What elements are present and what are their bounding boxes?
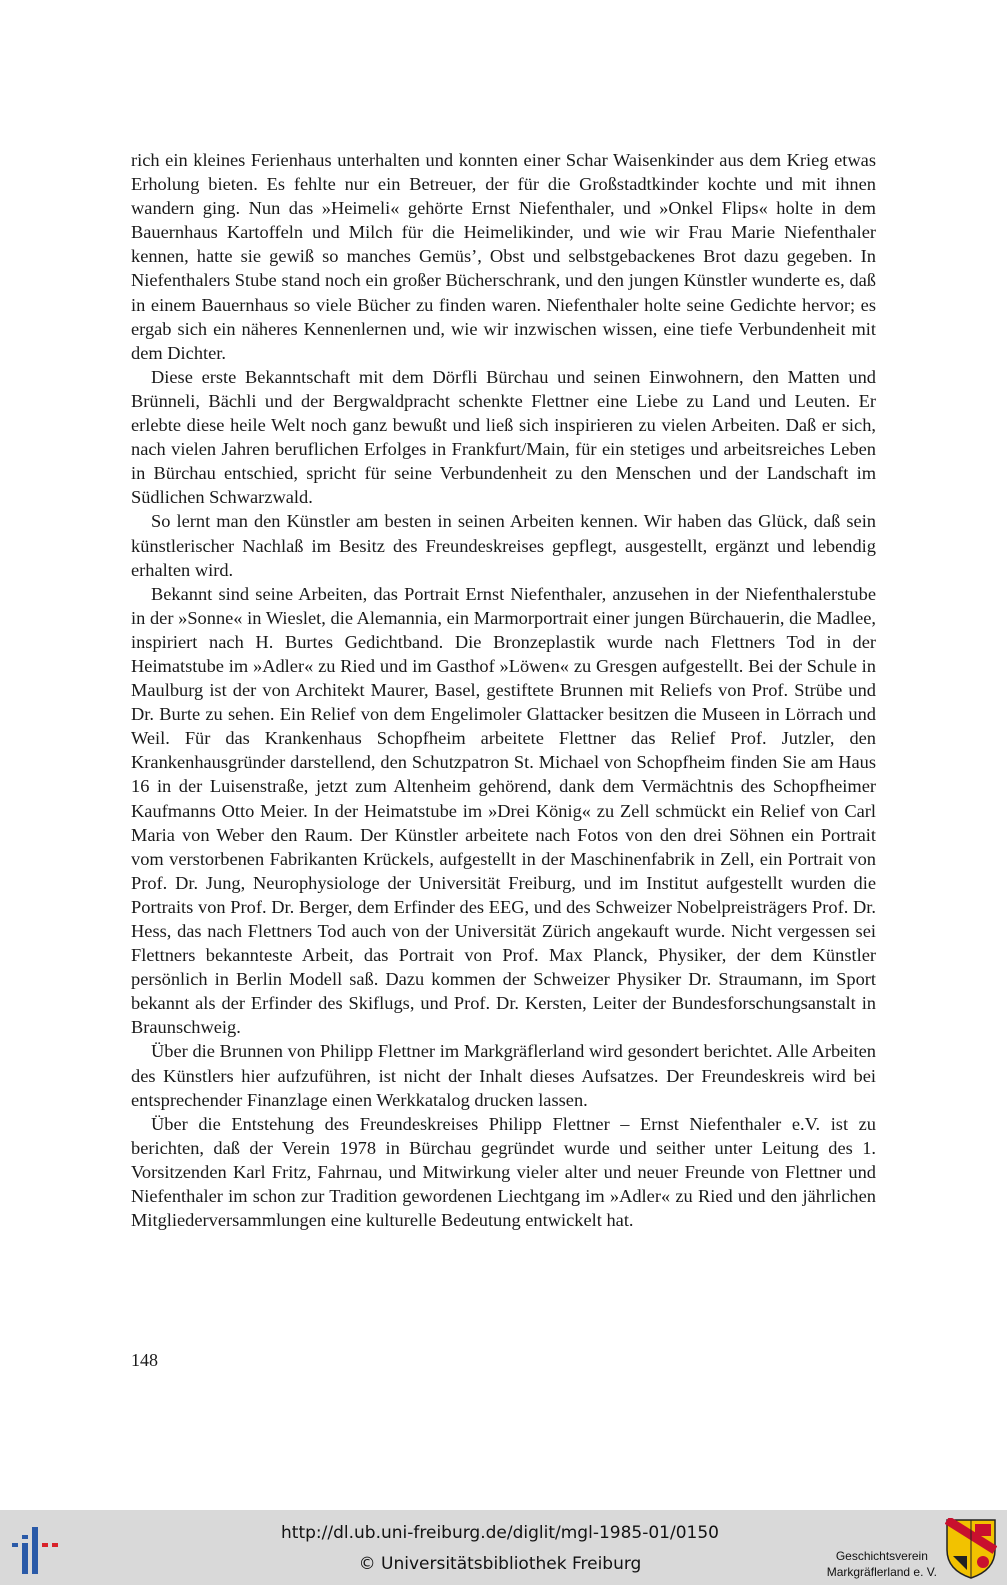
source-url-link[interactable]: http://dl.ub.uni-freiburg.de/diglit/mgl-1985-01/0150	[281, 1523, 719, 1543]
page-number: 148	[131, 1350, 158, 1370]
society-line-1: Geschichtsverein	[835, 1549, 928, 1563]
paragraph: Diese erste Bekanntschaft mit dem Dörfli Bürchau und seinen Einwohnern, den Matten und Brünneli, Bächli und der Bergwaldpracht schenkte Flettner eine Liebe zu Land und Leuten. Er erlebte diese heile Welt noch ganz bewußt und ließ sich inspirieren zu vielen Arbeiten. Daß er sich, nach vielen Jahren beruflichen Erfolges in Frankfurt/Main, für ein stetiges und arbeitsreiches Leben in Bürchau entschied, spricht für seine Verbundenheit zu den Menschen und der Landschaft im Südlichen Schwarzwald.	[131, 366, 876, 508]
coat-of-arms-icon	[945, 1518, 997, 1580]
society-line-2: Markgräflerland e. V.	[826, 1565, 937, 1579]
copyright-text: © Universitätsbibliothek Freiburg	[358, 1554, 642, 1574]
body-text	[131, 148, 876, 1232]
paragraph: So lernt man den Künstler am besten in seinen Arbeiten kennen. Wir haben das Glück, daß sein künstlerischer Nachlaß im Besitz des Freundeskreises gepflegt, ausgestellt, ergänzt und lebendig erhalten wird.	[131, 511, 876, 580]
paragraph: Über die Brunnen von Philipp Flettner im Markgräflerland wird gesondert berichtet. Alle Arbeiten des Künstlers hier aufzuführen, ist nicht der Inhalt dieses Aufsatzes. Der Freundeskreis wird bei entsprechender Finanzlage einen Werkkatalog drucken lassen.	[131, 1041, 876, 1110]
paragraph: Über die Entstehung des Freundeskreises Philipp Flettner – Ernst Niefenthaler e.V. ist zu berichten, daß der Verein 1978 in Bürchau gegründet wurde und seither unter Leitung des 1. Vorsitzenden Karl Fritz, Fahrnau, und Mitwirkung vieler alter und neuer Freunde von Flettner und Niefenthaler im schon zur Tradition gewordenen Liechtgang im »Adler« zu Ried und den jährlichen Mitgliederversammlungen eine kulturelle Bedeutung entwickelt hat.	[131, 1113, 876, 1231]
society-name	[827, 1548, 937, 1580]
footer-bar	[0, 1510, 1007, 1585]
paragraph: Bekannt sind seine Arbeiten, das Portrait Ernst Niefenthaler, anzusehen in der Niefenthalerstube in der »Sonne« in Wieslet, die Alemannia, ein Marmorportrait einer jungen Bürchauerin, die Madlee, inspiriert nach H. Burtes Gedichtband. Die Bronzeplastik wurde nach Flettners Tod in der Heimatstube im »Adler« zu Ried und im Gasthof »Löwen« zu Gresgen aufgestellt. Bei der Schule in Maulburg ist der von Architekt Maurer, Basel, gestiftete Brunnen mit Reliefs von Prof. Strübe und Dr. Burte zu sehen. Ein Relief von dem Engelimoler Glattacker besitzen die Museen in Lörrach und Weil. Für das Krankenhaus Schopfheim arbeitete Flettner das Relief Prof. Jutzler, den Krankenhausgründer darstellend, den Schutzpatron St. Michael von Schopfheim finden Sie am Haus 16 in der Luisenstraße, jetzt zum Altenheim gehörend, dank dem Vermächtnis des Schopfheimer Kaufmanns Otto Meier. In der Heimatstube im »Drei König« zu Zell schmückt ein Relief von Carl Maria von Weber den Raum. Der Künstler arbeitete nach Fotos von den drei Söhnen ein Portrait vom verstorbenen Fabrikanten Krückels, aufgestellt in der Maschinenfabrik in Zell, ein Portrait von Prof. Dr. Jung, Neurophysiologe der Universität Freiburg, und im Institut aufgestellt wurden die Portraits von Prof. Dr. Berger, dem Erfinder des EEG, und des Schweizer Nobelpreisträgers Prof. Dr. Hess, das nach Flettners Tod auch von der Universität Zürich angekauft wurde. Nicht vergessen sei Flettners bekannteste Arbeit, das Portrait von Prof. Max Planck, Physiker, der dem Künstler persönlich in Berlin Modell saß. Dazu kommen der Schweizer Physiker Dr. Straumann, im Sport bekannt als der Erfinder des Skiflugs, und Prof. Dr. Kersten, Leiter der Bundesforschungsanstalt in Braunschweig.	[131, 583, 876, 1038]
ub-freiburg-logo-icon	[10, 1524, 66, 1574]
paragraph: rich ein kleines Ferienhaus unterhalten und konnten einer Schar Waisenkinder aus dem Krieg etwas Erholung bieten. Es fehlte nur ein Betreuer, der für die Großstadtkinder kochte und mit ihnen wandern ging. Nun das »Heimeli« gehörte Ernst Niefenthaler, und »Onkel Flips« holte in dem Bauernhaus Kartoffeln und Milch für die Heimelikinder, und wie wir Frau Marie Niefenthaler kennen, hatte sie gewiß so manches Gemüs’, Obst und selbstgebackenes Brot dazu gegeben. In Niefenthalers Stube stand noch ein großer Bücherschrank, und den jungen Künstler wunderte es, daß in einem Bauernhaus so viele Bücher zu finden waren. Niefenthaler holte seine Gedichte hervor; es ergab sich ein näheres Kennenlernen und, wie wir inzwischen wissen, eine tiefe Verbundenheit mit dem Dichter.	[131, 150, 876, 363]
